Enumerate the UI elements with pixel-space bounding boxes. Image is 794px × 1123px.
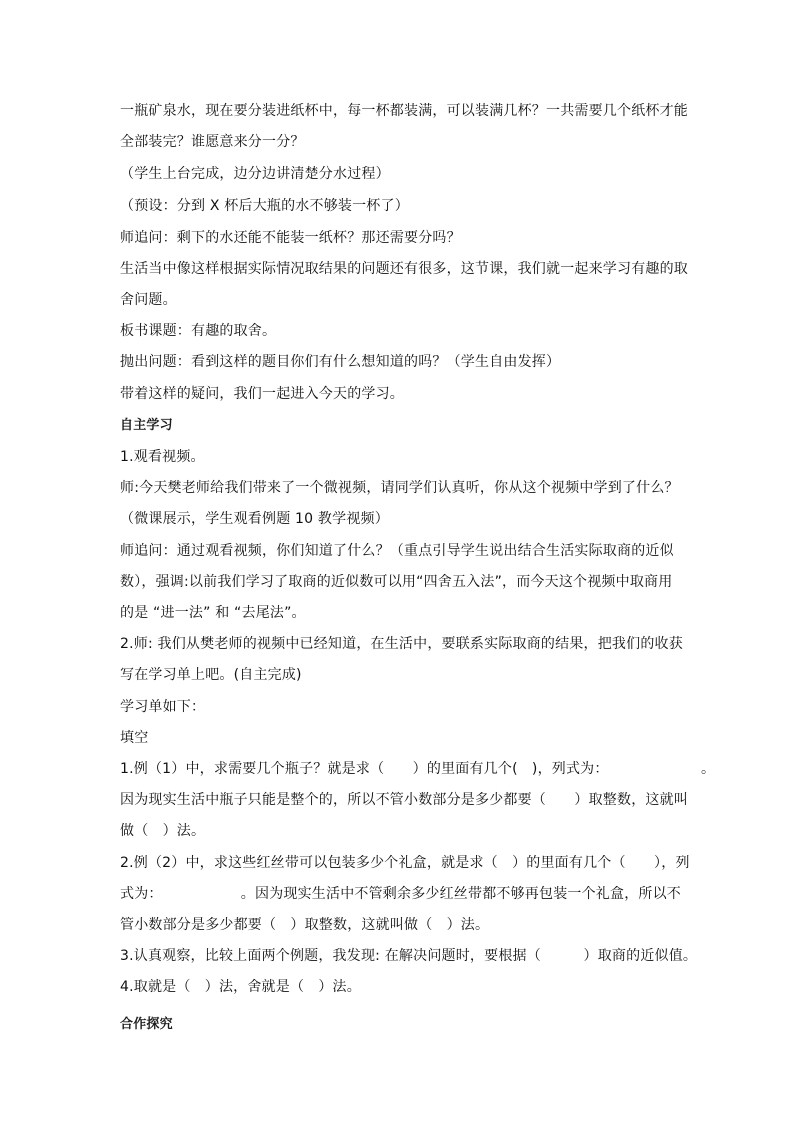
paragraph-line: 数），强调:以前我们学习了取商的近似数可以用“四舍五入法”，而今天这个视频中取商用 xyxy=(120,574,673,590)
paragraph-line: 抛出问题：看到这样的题目你们有什么想知道的吗？（学生自由发挥） xyxy=(120,354,561,370)
section-heading-self-study: 自主学习 xyxy=(120,418,173,433)
paragraph-line: 因为现实生活中瓶子只能是整个的，所以不管小数部分是多少都要（ ）取整数，这就叫 xyxy=(120,792,688,808)
paragraph-line: 舍问题。 xyxy=(120,292,177,308)
paragraph-line: 师:今天樊老师给我们带来了一个微视频，请同学们认真听，你从这个视频中学到了什么？ xyxy=(120,480,679,496)
paragraph-line: 式为： 。因为现实生活中不管剩余多少红丝带都不够再包装一个礼盒，所以不 xyxy=(120,886,681,902)
paragraph-line: 1.观看视频。 xyxy=(120,449,205,465)
paragraph-line: 带着这样的疑问，我们一起进入今天的学习。 xyxy=(120,386,404,402)
paragraph-line: 师追问：剩下的水还能不能装一纸杯？那还需要分吗？ xyxy=(120,230,461,246)
paragraph-line: 全部装完？谁愿意来分一分？ xyxy=(120,134,305,150)
paragraph-line: 1.例（1）中，求需要几个瓶子？就是求（ ）的里面有几个( )，列式为： 。 xyxy=(120,761,716,777)
paragraph-line: 填空 xyxy=(120,730,149,746)
paragraph-line: 管小数部分是多少都要（ ）取整数，这就叫做（ ）法。 xyxy=(120,917,490,933)
paragraph-line: （学生上台完成，边分边讲清楚分水过程） xyxy=(120,166,390,182)
section-heading-cooperative-inquiry: 合作探究 xyxy=(120,1017,173,1032)
paragraph-line: 写在学习单上吧。(自主完成) xyxy=(120,667,302,683)
paragraph-line: 生活当中像这样根据实际情况取结果的问题还有很多，这节课，我们就一起来学习有趣的取 xyxy=(120,261,688,277)
paragraph-line: 2.师: 我们从樊老师的视频中已经知道，在生活中，要联系实际取商的结果，把我们的收获 xyxy=(120,636,683,652)
paragraph-line: 学习单如下： xyxy=(120,699,206,715)
paragraph-line: 板书课题：有趣的取舍。 xyxy=(120,323,277,339)
paragraph-line: 3.认真观察，比较上面两个例题，我发现: 在解决问题时，要根据（ ）取商的近似值。 xyxy=(120,948,698,964)
paragraph-line: 的是 “进一法” 和 “去尾法”。 xyxy=(120,605,306,621)
paragraph-line: 一瓶矿泉水，现在要分装进纸杯中，每一杯都装满，可以装满几杯？一共需要几个纸杯才能 xyxy=(120,103,688,119)
paragraph-line: 4.取就是（ ）法，舍就是（ ）法。 xyxy=(120,979,361,995)
paragraph-line: 做（ ）法。 xyxy=(120,823,206,839)
paragraph-line: 师追问：通过观看视频，你们知道了什么？（重点引导学生说出结合生活实际取商的近似 xyxy=(120,543,674,559)
paragraph-line: （预设：分到 X 杯后大瓶的水不够装一杯了） xyxy=(120,198,409,214)
paragraph-line: （微课展示，学生观看例题 10 教学视频） xyxy=(120,511,389,527)
paragraph-line: 2.例（2）中，求这些红丝带可以包装多少个礼盒，就是求（ ）的里面有几个（ ），列 xyxy=(120,855,690,871)
